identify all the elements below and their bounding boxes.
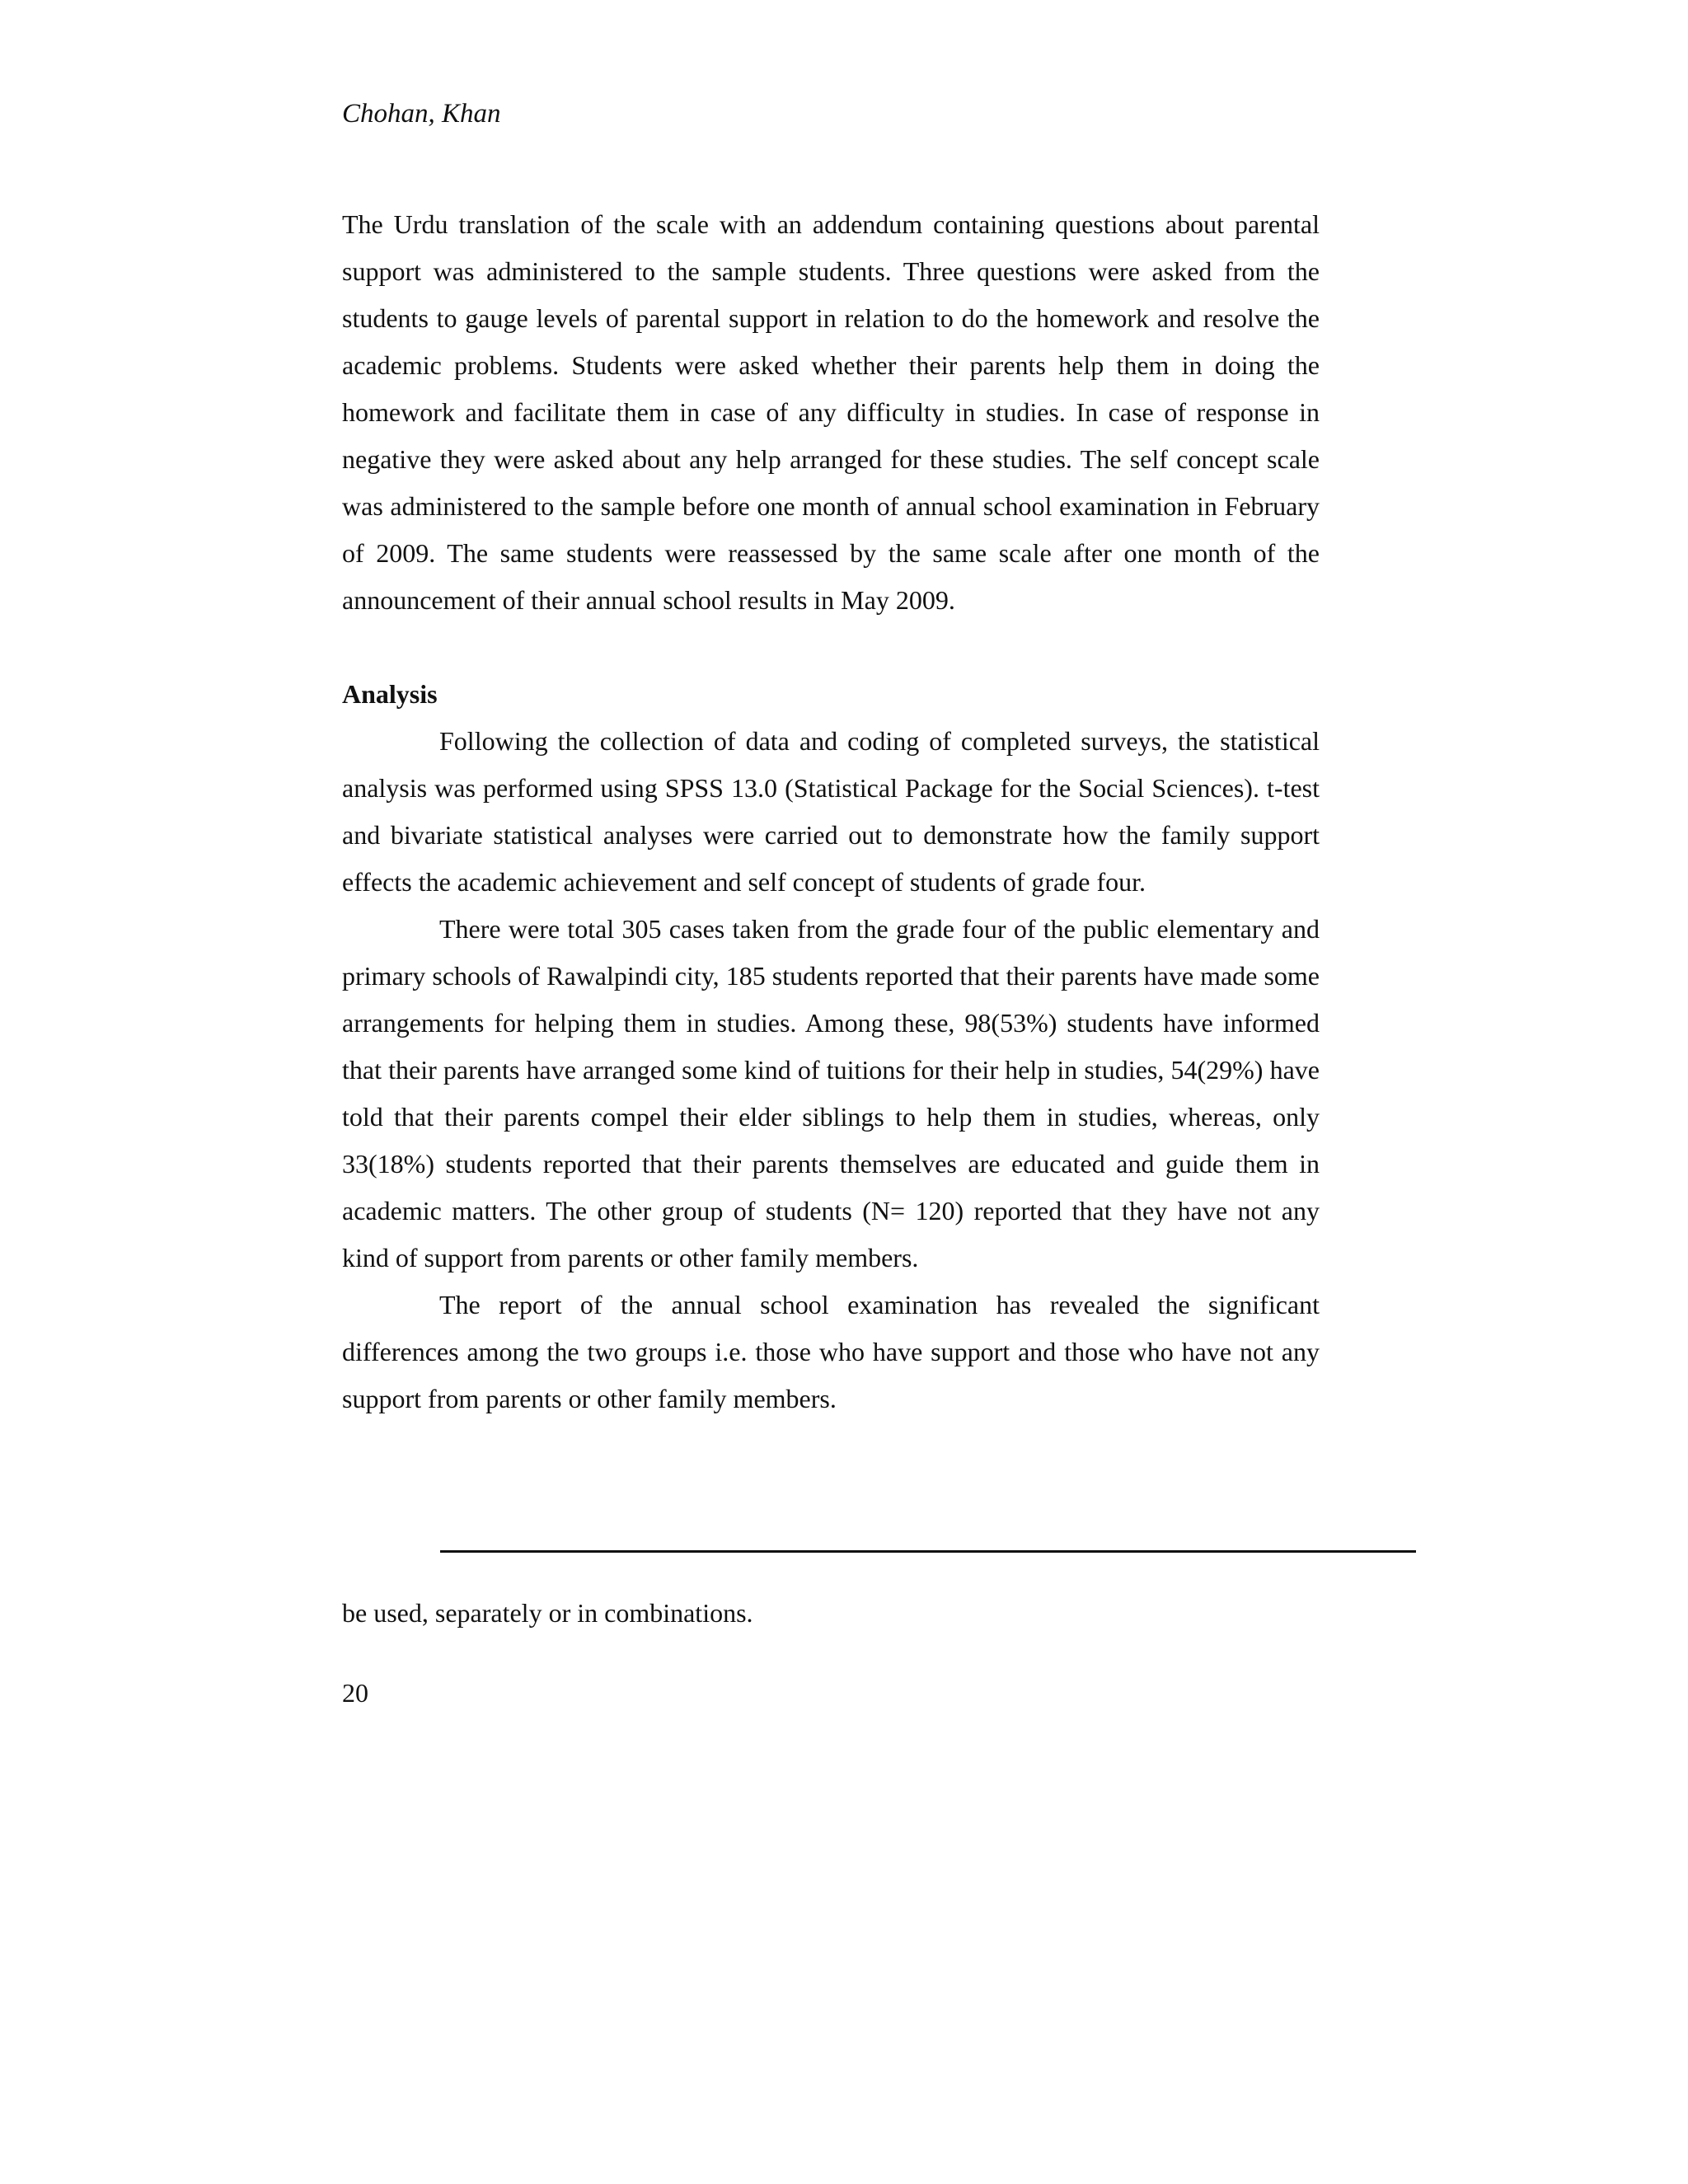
footnote-text: be used, separately or in combinations. [342,1598,753,1628]
page-number: 20 [342,1678,368,1708]
analysis-paragraph: Following the collection of data and coding of completed surveys, the statistical analysis was performed using SPSS 13.0 (Statistical Package for the Social Sciences). t-test and bivariate statistical analyses were carried out to demonstrate how the family support effects the academic achievement and self concept of students of grade four. [342,726,1320,897]
running-head: Chohan, Khan [342,99,501,129]
intro-paragraph: The Urdu translation of the scale with an addendum containing questions about parental support was administered to the sample students. Three questions were asked from the students to gauge levels of parental support in relation to do the homework and resolve the academic problems. Students were asked whether their parents help them in doing the homework and facilitate them in case of any difficulty in studies. In case of response in negative they were asked about any help arranged for these studies. The self concept scale was administered to the sample before one month of annual school examination in February of 2009. The same students were reassessed by the same scale after one month of the announcement of their annual school results in May 2009. [342,209,1320,615]
section-heading-analysis: Analysis [342,679,438,709]
footnote-divider [440,1550,1416,1553]
analysis-paragraph: There were total 305 cases taken from the grade four of the public elementary and primary schools of Rawalpindi city, 185 students reported that their parents have made some arrangements for helping them in studies. Among these, 98(53%) students have informed that their parents have arranged some kind of tuitions for their help in studies, 54(29%) have told that their parents compel their elder siblings to help them in studies, whereas, only 33(18%) students reported that their parents themselves are educated and guide them in academic matters. The other group of students (N= 120) reported that they have not any kind of support from parents or other family members. [342,914,1320,1272]
analysis-paragraph: The report of the annual school examination has revealed the significant differences among the two groups i.e. those who have support and those who have not any support from parents or other family members. [342,1290,1320,1413]
body-text [342,201,1320,1422]
